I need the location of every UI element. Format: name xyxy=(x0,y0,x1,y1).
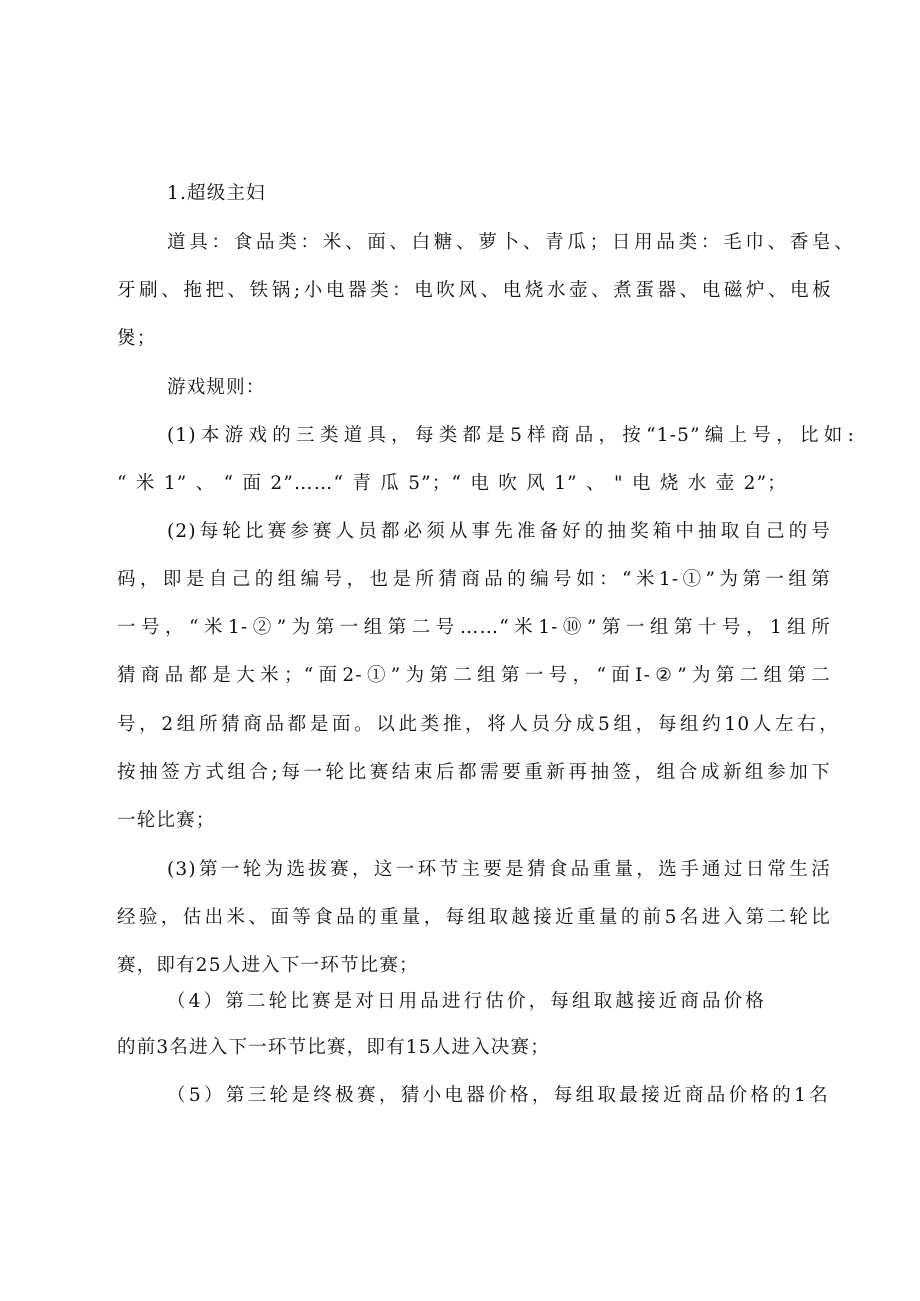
rule-2-line-3: 一号，“米1-②”为第一组第二号……“米1-⑩”第一组第十号，1组所 xyxy=(117,617,831,638)
rule-2-line-2: 码，即是自己的组编号，也是所猜商品的编号如：“米1-①”为第一组第 xyxy=(117,569,831,590)
rule-1-line-2: “米1”、“面2”……“青瓜5”；“电吹风1”、"电烧水壶2”； xyxy=(117,473,787,494)
rules-title: 游戏规则： xyxy=(167,377,266,398)
props-line-3: 煲； xyxy=(117,328,157,349)
rule-3-line-2: 经验，估出米、面等食品的重量，每组取越接近重量的前5名进入第二轮比 xyxy=(117,907,831,928)
rule-4-line-1: （4）第二轮比赛是对日用品进行估价，每组取越接近商品价格 xyxy=(167,991,765,1012)
rule-1-line-1: (1)本游戏的三类道具，每类都是5样商品，按“1-5”编上号，比如: xyxy=(167,425,855,446)
rule-2-line-5: 号，2组所猜商品都是面。以此类推，将人员分成5组，每组约10人左右， xyxy=(117,714,839,735)
rule-2-line-1: (2)每轮比赛参赛人员都必须从事先准备好的抽奖箱中抽取自己的号 xyxy=(167,521,831,542)
rule-5-line-1: （5）第三轮是终极赛，猜小电器价格，每组取最接近商品价格的1名 xyxy=(167,1085,829,1106)
rule-4-line-2: 的前3名进入下一环节比赛，即有15人进入决赛； xyxy=(117,1037,550,1058)
props-line-1: 道具：食品类：米、面、白糖、萝卜、青瓜；日用品类：毛巾、香皂、 xyxy=(167,232,854,253)
rule-2-line-6: 按抽签方式组合;每一轮比赛结束后都需要重新再抽签，组合成新组参加下 xyxy=(117,762,831,783)
rule-3-line-1: (3)第一轮为选拔赛，这一环节主要是猜食品重量，选手通过日常生活 xyxy=(167,859,831,880)
rule-2-line-4: 猜商品都是大米；“面2-①”为第二组第一号，“面I-②”为第二组第二 xyxy=(117,665,831,686)
rule-2-line-7: 一轮比赛； xyxy=(117,810,216,831)
section-heading: 1.超级主妇 xyxy=(167,183,266,204)
props-line-2: 牙刷、拖把、铁锅;小电器类：电吹风、电烧水壶、煮蛋器、电磁炉、电板 xyxy=(117,280,832,301)
rule-3-line-3: 赛，即有25人进入下一环节比赛； xyxy=(117,955,419,976)
